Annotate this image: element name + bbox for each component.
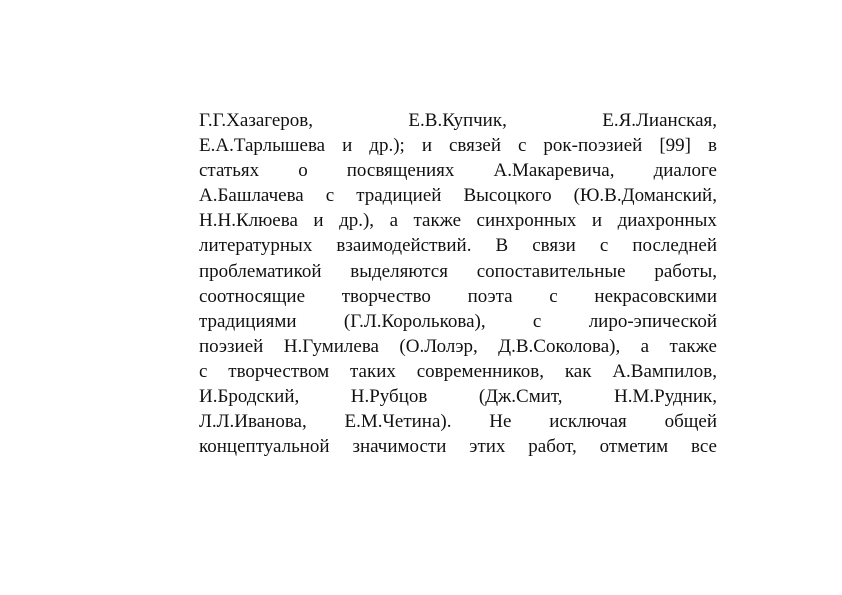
text-line: проблематикой выделяются сопоставительные работы,: [199, 260, 717, 282]
body-text: [199, 108, 717, 459]
text-line: А.Башлачева с традицией Высоцкого (Ю.В.Доманский,: [199, 185, 717, 207]
text-line: Н.Н.Клюева и др.), а также синхронных и диахронных: [199, 210, 717, 232]
text-line: И.Бродский, Н.Рубцов (Дж.Смит, Н.М.Рудник,: [199, 386, 717, 408]
text-line: поэзией Н.Гумилева (О.Лолэр, Д.В.Соколова), а также: [199, 335, 717, 357]
text-line: Л.Л.Иванова, Е.М.Четина). Не исключая общей: [199, 411, 717, 433]
text-line: статьях о посвящениях А.Макаревича, диалоге: [199, 160, 717, 182]
text-line: литературных взаимодействий. В связи с последней: [199, 235, 717, 257]
text-line: с творчеством таких современников, как А.Вампилов,: [199, 360, 717, 382]
text-line: Е.А.Тарлышева и др.); и связей с рок-поэзией [99] в: [199, 135, 717, 157]
text-line: традициями (Г.Л.Королькова), с лиро-эпической: [199, 310, 717, 332]
text-line: Г.Г.Хазагеров, Е.В.Купчик, Е.Я.Лианская,: [199, 110, 717, 131]
text-line: концептуальной значимости этих работ, отметим все: [199, 436, 717, 458]
text-line: соотносящие творчество поэта с некрасовскими: [199, 285, 717, 307]
